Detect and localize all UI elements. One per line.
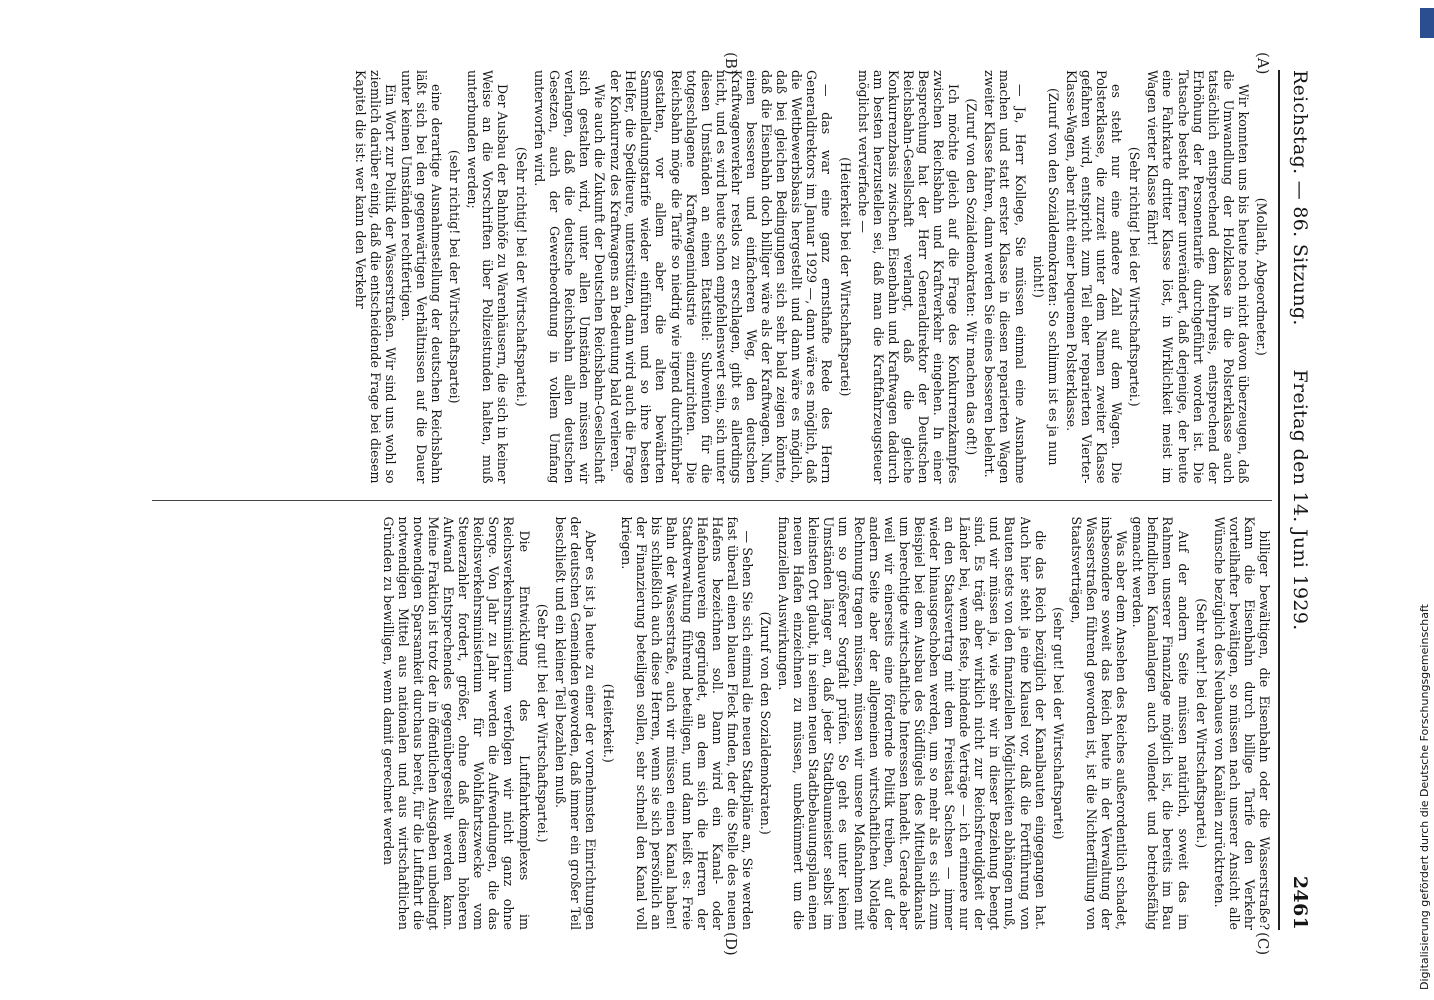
paragraph: es steht nur eine andere Zahl auf dem Wagen. Die Polsterklasse, die zurzeit unter dem Namen zweiter Klasse gefahren wird, entspricht zum Teil eher reparierten Vierter-Klasse-Wagen, aber nicht einer bequemen Polsterklasse. <box>1063 70 1125 484</box>
paragraph: Der Ausbau der Bahnhöfe zu Warenhäusern, die sich in keiner Weise an die Vorschriften über Polizeistunden halten, muß unterbunden werden; <box>465 70 511 484</box>
interjection: (Sehr wahr! bei der Wirtschaftspartei.) <box>1193 598 1209 849</box>
paragraph: Was aber dem Ansehen des Reiches außerordentlich schadet, insbesondere soweit das Reich heute in der Verwaltung der Wasserstraßen führend geworden ist, ist die Nichterfüllung von Staatsverträgen, <box>1068 516 1130 930</box>
interjection: (sehr richtig! bei der Wirtschaftspartei) <box>447 149 463 404</box>
interjection: (Zuruf von den Sozialdemokraten: Wir machen das oft!) <box>964 98 980 456</box>
interjection: (sehr gut! bei der Wirtschaftspartei) <box>1050 606 1066 840</box>
paragraph: — Sehen Sie sich einmal die neuen Stadtpläne an, Sie werden fast überall einen blauen Fleck finden, der die Stelle des neuen Hafens bezeichnen soll. Dann wird ein Kanal- oder Hafenbauverein gegründet, an dem sich die Herren der Stadtverwaltung führend beteiligen, und dann heißt es: Freie Bahn der Wasserstraße, auch wir müssen einen Kanal haben! bis schließlich auch diese Herren, wenn sie sich persönlich an der Finanzierung beteiligen sollen, sehr schnell den Kanal voll kriegen. <box>619 516 755 930</box>
dfg-logo-icon <box>1420 8 1434 38</box>
interjection: (Heiterkeit bei der Wirtschaftspartei) <box>837 157 853 397</box>
paragraph: Ein Wort zur Politik der Wasserstraßen. Wir sind uns wohl so ziemlich darüber einig, daß die entscheidende Frage bei diesem Kapitel die ist: wer kann den Verkehr <box>352 70 398 484</box>
paragraph: — Ja, Herr Kollege, Sie müssen einmal eine Ausnahme machen und statt erster Klasse in diesen reparierten Wagen zweiter Klasse fahren, dann werden Sie eines besseren belehrt. <box>982 70 1028 484</box>
paragraph: Wie auch die Zukunft der Deutschen Reichsbahn-Gesellschaft sich gestalten wird, unter allen Umständen müssen wir verlangen, daß die deutsche Reichsbahn allen deutschen Gesetzen, auch der Gewerbeordnung in vollem Umfang unterworfen wird. <box>531 70 608 484</box>
interjection: (Mollath, Abgeordneter.) <box>1254 197 1269 356</box>
page-number: 2461 <box>1289 875 1311 930</box>
paragraph: Ich möchte gleich auf die Frage des Konkurrenzkampfes zwischen Reichsbahn und Kraftverkehr eingehen. In einer Besprechung hat der Herr Generaldirektor der Deutschen Reichsbahn-Gesellschaft verlangt, daß die gleiche Konkurrenzbasis zwischen Eisenbahn und Kraftwagen dadurch am besten herzustellen sei, daß man die Kraftfahrzeugsteuer möglichst vervierfache — <box>855 70 962 484</box>
margin-marker-d: (D) <box>722 932 740 956</box>
paragraph: Die Entwicklung des Luftfahrtkomplexes im Reichsverkehrsministerium verfolgen wir nicht ganz ohne Sorge. Von Jahr zu Jahr werden die Aufwendungen, die das Reichsverkehrsministerium für Wohlfahrtszwecke vom Steuerzahler fordert, größer, ohne daß diesem höheren Aufwand Entsprechendes gegenübergestellt werden kann. Meine Fraktion ist trotz der in öffentlichen Ausgaben unbedingt notwendigen Sparsamkeit durchaus bereit, für die Luftfahrt die notwendigen Mittel aus nationalen und aus wirtschaftlichen Gründen zu bewilligen, wenn damit gerechnet werden <box>380 516 532 930</box>
paragraph: die das Reich bezüglich der Kanalbauten eingegangen hat. Auch hier steht ja eine Klausel vor, daß die Fortführung von Bauten stets von den finanziellen Möglichkeiten abhängen muß, und wir müssen ja, wie sehr wir in dieser Beziehung beengt sind. Es trägt aber wirklich nicht zur Reichsfreudigkeit der Länder bei, wenn feste, bindende Verträge — ich erinnere nur an den Staatsvertrag mit dem Freistaat Sachsen — immer wieder hinausgeschoben werden, um so mehr als es sich zum Beispiel bei dem Ausbau des Südflügels des Mittellandkanals um berechtigte wirtschaftliche Interessen handelt. Gerade aber weil wir einerseits eine fördernde Politik treiben, auf der andern Seite aber der allgemeinen wirtschaftlichen Notlage Rechnung tragen müssen, müssen wir unsere Maßnahmen mit um so größerer Sorgfalt prüfen. So geht es unter keinen Umständen länger an, daß jeder Stadtbaumeister selbst im kleinsten Ort glaubt, in seinen neuen Stadtbebauungsplan einen neuen Hafen einzeichnen zu müssen, unbekümmert um die finanziellen Auswirkungen. <box>776 516 1048 930</box>
digitization-note: Digitalisierung gefördert durch die Deutsche Forschungsgemeinschaft <box>1418 604 1431 990</box>
interjection: (Zuruf von den Sozialdemokraten.) <box>758 611 773 835</box>
paragraph: — das war eine ganz ernsthafte Rede des Herrn Generaldirektors im Januar 1929 —, dann wäre es möglich, daß die Wettbewerbsbasis hergestellt und dann wäre es möglich, daß bei gleichen Bedingungen sich sehr bald zeigen könnte, daß die Eisenbahn doch billiger wäre als der Kraftwagen. Nun, einen besseren und einfacheren Weg, den deutschen Kraftwagenverkehr restlos zu erschlagen, gibt es allerdings nicht, und es wird heute schon empfehlenswert sein, sich unter diesen Umständen an einen Etatstitel: Subvention für die totgeschlagene Kraftwagenindustrie einzurichten. Die Reichsbahn möge die Tarife so niedrig wie irgend durchführbar gestalten, vor allem aber die alten bewährten Sammelladungstarife wieder einführen und so ihre besten Helfer, die Spediteure, unterstützen, dann wird auch die Frage der Konkurrenz des Kraftwagens an Bedeutung bald verlieren. <box>608 70 835 484</box>
left-column <box>152 70 1272 484</box>
header-date: Freitag den 14. Juni 1929. <box>1289 369 1311 631</box>
text-columns <box>152 70 1272 930</box>
paragraph: Wir konnten uns bis heute noch nicht davon überzeugen, daß die Umwandlung der Holzklasse in die Polsterklasse auch tatsächlich entsprechend dem Mehrpreis, entsprechend der Erhöhung der Personentarife durchgeführt worden ist. Die Tatsache besteht ferner unverändert, daß derjenige, der heute eine Fahrkarte dritter Klasse löst, in Wirklichkeit meist im Wagen vierter Klasse fährt! <box>1145 70 1251 484</box>
right-column <box>152 517 1272 931</box>
header-session: Reichstag. — 86. Sitzung. <box>1289 70 1311 326</box>
interjection: (Sehr richtig! bei der Wirtschaftspartei.) <box>513 146 529 407</box>
margin-marker-c: (C) <box>1254 932 1272 956</box>
interjection: (Heiterkeit.) <box>601 683 617 763</box>
paragraph: Auf der andern Seite müssen natürlich, soweit das im Rahmen unserer Finanzlage möglich ist, die bereits im Bau befindlichen Kanalanlagen auch vollendet und betriebsfähig gemacht werden. <box>1130 516 1191 930</box>
margin-marker-a: (A) <box>1254 52 1272 75</box>
page-header <box>1278 70 1320 930</box>
paragraph: Aber es ist ja heute zu einer der vornehmsten Einrichtungen der deutschen Gemeinden geworden, daß immer ein großer Teil beschließt und ein kleiner Teil bezahlen muß. <box>552 516 598 930</box>
paragraph: eine derartige Ausnahmestellung der deutschen Reichsbahn läßt sich bei den gegenwärtigen Verhältnissen auf die Dauer unter keinen Umständen rechtfertigen. <box>398 70 445 484</box>
interjection: (Zuruf von den Sozialdemokraten: So schlimm ist es ja nun nicht!) <box>1030 88 1061 466</box>
paragraph: billiger bewältigen, die Eisenbahn oder die Wasserstraße? Kann die Eisenbahn durch billige Tarife den Verkehr vorteilhafter bewältigen, so müssen nach unserer Ansicht alle Wünsche bezüglich des Neubaues von Kanälen zurücktreten. <box>1211 516 1272 930</box>
document-page <box>90 0 1340 1000</box>
interjection: (Sehr richtig! bei der Wirtschaftspartei.) <box>1127 146 1143 407</box>
interjection: (Sehr gut! bei der Wirtschaftspartei.) <box>534 603 550 843</box>
margin-marker-b: (B) <box>722 52 740 75</box>
column-divider <box>152 500 1272 501</box>
